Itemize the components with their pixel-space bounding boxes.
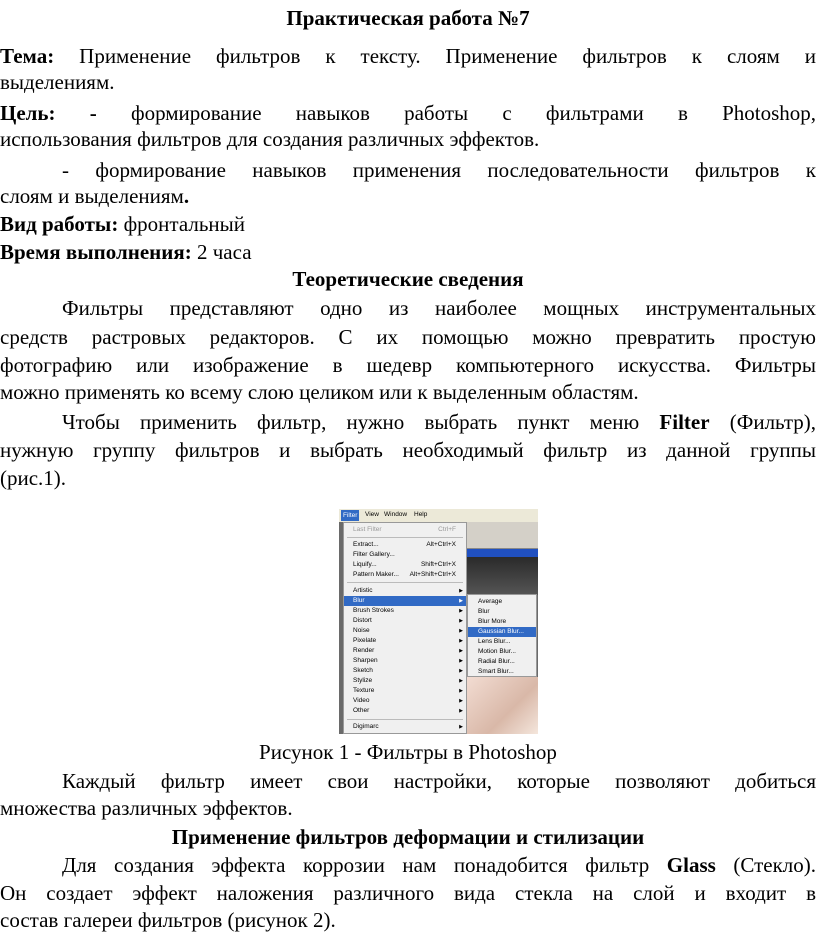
menu-bar (339, 509, 538, 522)
submenu-item-smart-blur[interactable]: Smart Blur... (478, 668, 514, 675)
menu-item-filter-gallery[interactable]: Filter Gallery... (353, 551, 395, 558)
submenu-arrow-icon: ▶ (459, 724, 463, 730)
options-toolbar (467, 522, 538, 549)
menu-item-other[interactable]: Other ▶ (353, 707, 463, 714)
submenu-arrow-icon: ▶ (459, 708, 463, 714)
work-type-label: Вид работы: (0, 212, 119, 236)
glass-term: Glass (666, 853, 716, 877)
canvas-image (467, 557, 538, 595)
p3-line-2: множества различных эффектов. (0, 796, 293, 820)
submenu-arrow-icon: ▶ (459, 688, 463, 694)
goal-text: формирование навыков работы с фильтрами в Photoshop, (130, 101, 816, 125)
submenu-arrow-icon: ▶ (459, 678, 463, 684)
filter-term: Filter (659, 410, 710, 434)
menu-item-liquify[interactable]: Liquify... Shift+Ctrl+X (353, 561, 456, 568)
menu-item-digimarc[interactable]: Digimarc ▶ (353, 723, 463, 730)
submenu-item-average[interactable]: Average (478, 598, 503, 605)
menu-item-noise[interactable]: Noise ▶ (353, 627, 463, 634)
menu-item-render[interactable]: Render ▶ (353, 647, 463, 654)
p4-text-a: Для создания эффекта коррозии нам понадобится фильтр (62, 853, 650, 877)
menu-item-stylize[interactable]: Stylize ▶ (353, 677, 463, 684)
p2-text-a: Чтобы применить фильтр, нужно выбрать пункт меню (62, 410, 640, 434)
goal2-text: слоям и выделениям (0, 184, 184, 208)
menu-item-extract[interactable]: Extract... Alt+Ctrl+X (353, 541, 456, 548)
menu-item-blur[interactable]: Blur ▶ (344, 596, 466, 606)
p1-line-4: можно применять ко всему слою целиком или к выделенным областям. (0, 380, 639, 404)
submenu-item-blur-more[interactable]: Blur More (478, 618, 507, 625)
canvas-photo (467, 677, 538, 734)
menu-item-distort[interactable]: Distort ▶ (353, 617, 463, 624)
menu-window[interactable]: Window (384, 511, 408, 518)
menu-item-pixelate[interactable]: Pixelate ▶ (353, 637, 463, 644)
duration-label: Время выполнения: (0, 240, 192, 264)
menu-item-texture[interactable]: Texture ▶ (353, 687, 463, 694)
theory-heading: Теоретические сведения (292, 267, 524, 291)
submenu-item-radial-blur[interactable]: Radial Blur... (478, 658, 515, 665)
submenu-item-motion-blur[interactable]: Motion Blur... (478, 648, 516, 655)
submenu-arrow-icon: ▶ (459, 588, 463, 594)
menu-view[interactable]: View (365, 511, 379, 518)
menu-item-last-filter[interactable]: Last Filter Ctrl+F (353, 526, 456, 533)
topic-text: Применение фильтров к тексту. Применение фильтров к слоям и (79, 44, 816, 68)
goal2-dot: . (183, 184, 190, 208)
filter-menu (343, 522, 467, 734)
submenu-arrow-icon: ▶ (459, 698, 463, 704)
p1-line-2: средств растровых редакторов. С их помощью можно превратить простую (0, 325, 816, 349)
p4-text-c: (Стекло). (733, 853, 816, 877)
photoshop-screenshot (339, 509, 538, 734)
p1-line-3: фотографию или изображение в шедевр компьютерного искусства. Фильтры (0, 353, 816, 377)
work-type-line (0, 211, 816, 237)
submenu-arrow-icon: ▶ (459, 598, 463, 604)
section-heading: Применение фильтров деформации и стилизации (171, 825, 645, 849)
duration-value: 2 часа (197, 240, 252, 264)
document-titlebar (467, 549, 538, 557)
menu-help[interactable]: Help (414, 511, 428, 518)
p1-line-1: Фильтры представляют одно из наиболее мощных инструментальных (62, 296, 816, 320)
topic-label: Тема: (0, 44, 55, 68)
menu-separator (347, 582, 463, 583)
p2-line-3: (рис.1). (0, 466, 67, 490)
submenu-arrow-icon: ▶ (459, 618, 463, 624)
p4-line-2: Он создает эффект наложения различного вида стекла на слой и входит в (0, 881, 816, 905)
submenu-arrow-icon: ▶ (459, 608, 463, 614)
menu-filter[interactable]: Filter (343, 512, 358, 519)
p3-line-1: Каждый фильтр имеет свои настройки, которые позволяют добиться (62, 769, 816, 793)
submenu-arrow-icon: ▶ (459, 658, 463, 664)
figure-caption: Рисунок 1 - Фильтры в Photoshop (259, 740, 557, 764)
submenu-arrow-icon: ▶ (459, 638, 463, 644)
goal-label: Цель: - (0, 101, 97, 125)
submenu-arrow-icon: ▶ (459, 668, 463, 674)
menu-item-video[interactable]: Video ▶ (353, 697, 463, 704)
submenu-item-gaussian-blur[interactable]: Gaussian Blur... (468, 627, 536, 637)
menu-item-pattern-maker[interactable]: Pattern Maker... Alt+Shift+Ctrl+X (353, 571, 456, 578)
menu-item-sharpen[interactable]: Sharpen ▶ (353, 657, 463, 664)
menu-separator (347, 719, 463, 720)
blur-submenu (467, 594, 537, 677)
p4-line-3: состав галереи фильтров (рисунок 2). (0, 908, 336, 932)
p2-line-1 (0, 409, 816, 435)
menu-item-sketch[interactable]: Sketch ▶ (353, 667, 463, 674)
menu-item-artistic[interactable]: Artistic ▶ (353, 587, 463, 594)
goal2-line-1: - формирование навыков применения последовательности фильтров к (62, 158, 816, 182)
menu-item-brush-strokes[interactable]: Brush Strokes ▶ (353, 607, 463, 614)
menu-separator (347, 537, 463, 538)
work-type-value: фронтальный (123, 212, 245, 236)
topic-line-2: выделениям. (0, 70, 115, 94)
goal-line-1 (0, 100, 816, 126)
duration-line (0, 239, 816, 265)
p2-text-c: (Фильтр), (729, 410, 816, 434)
submenu-arrow-icon: ▶ (459, 648, 463, 654)
page-title: Практическая работа №7 (286, 6, 530, 30)
submenu-item-blur[interactable]: Blur (478, 608, 490, 615)
submenu-item-lens-blur[interactable]: Lens Blur... (478, 638, 511, 645)
goal2-line-2 (0, 183, 816, 209)
submenu-arrow-icon: ▶ (459, 628, 463, 634)
goal-line-2: использования фильтров для создания различных эффектов. (0, 127, 540, 151)
topic-line-1 (0, 43, 816, 69)
p2-line-2: нужную группу фильтров и выбрать необходимый фильтр из данной группы (0, 438, 816, 462)
p4-line-1 (0, 852, 816, 878)
